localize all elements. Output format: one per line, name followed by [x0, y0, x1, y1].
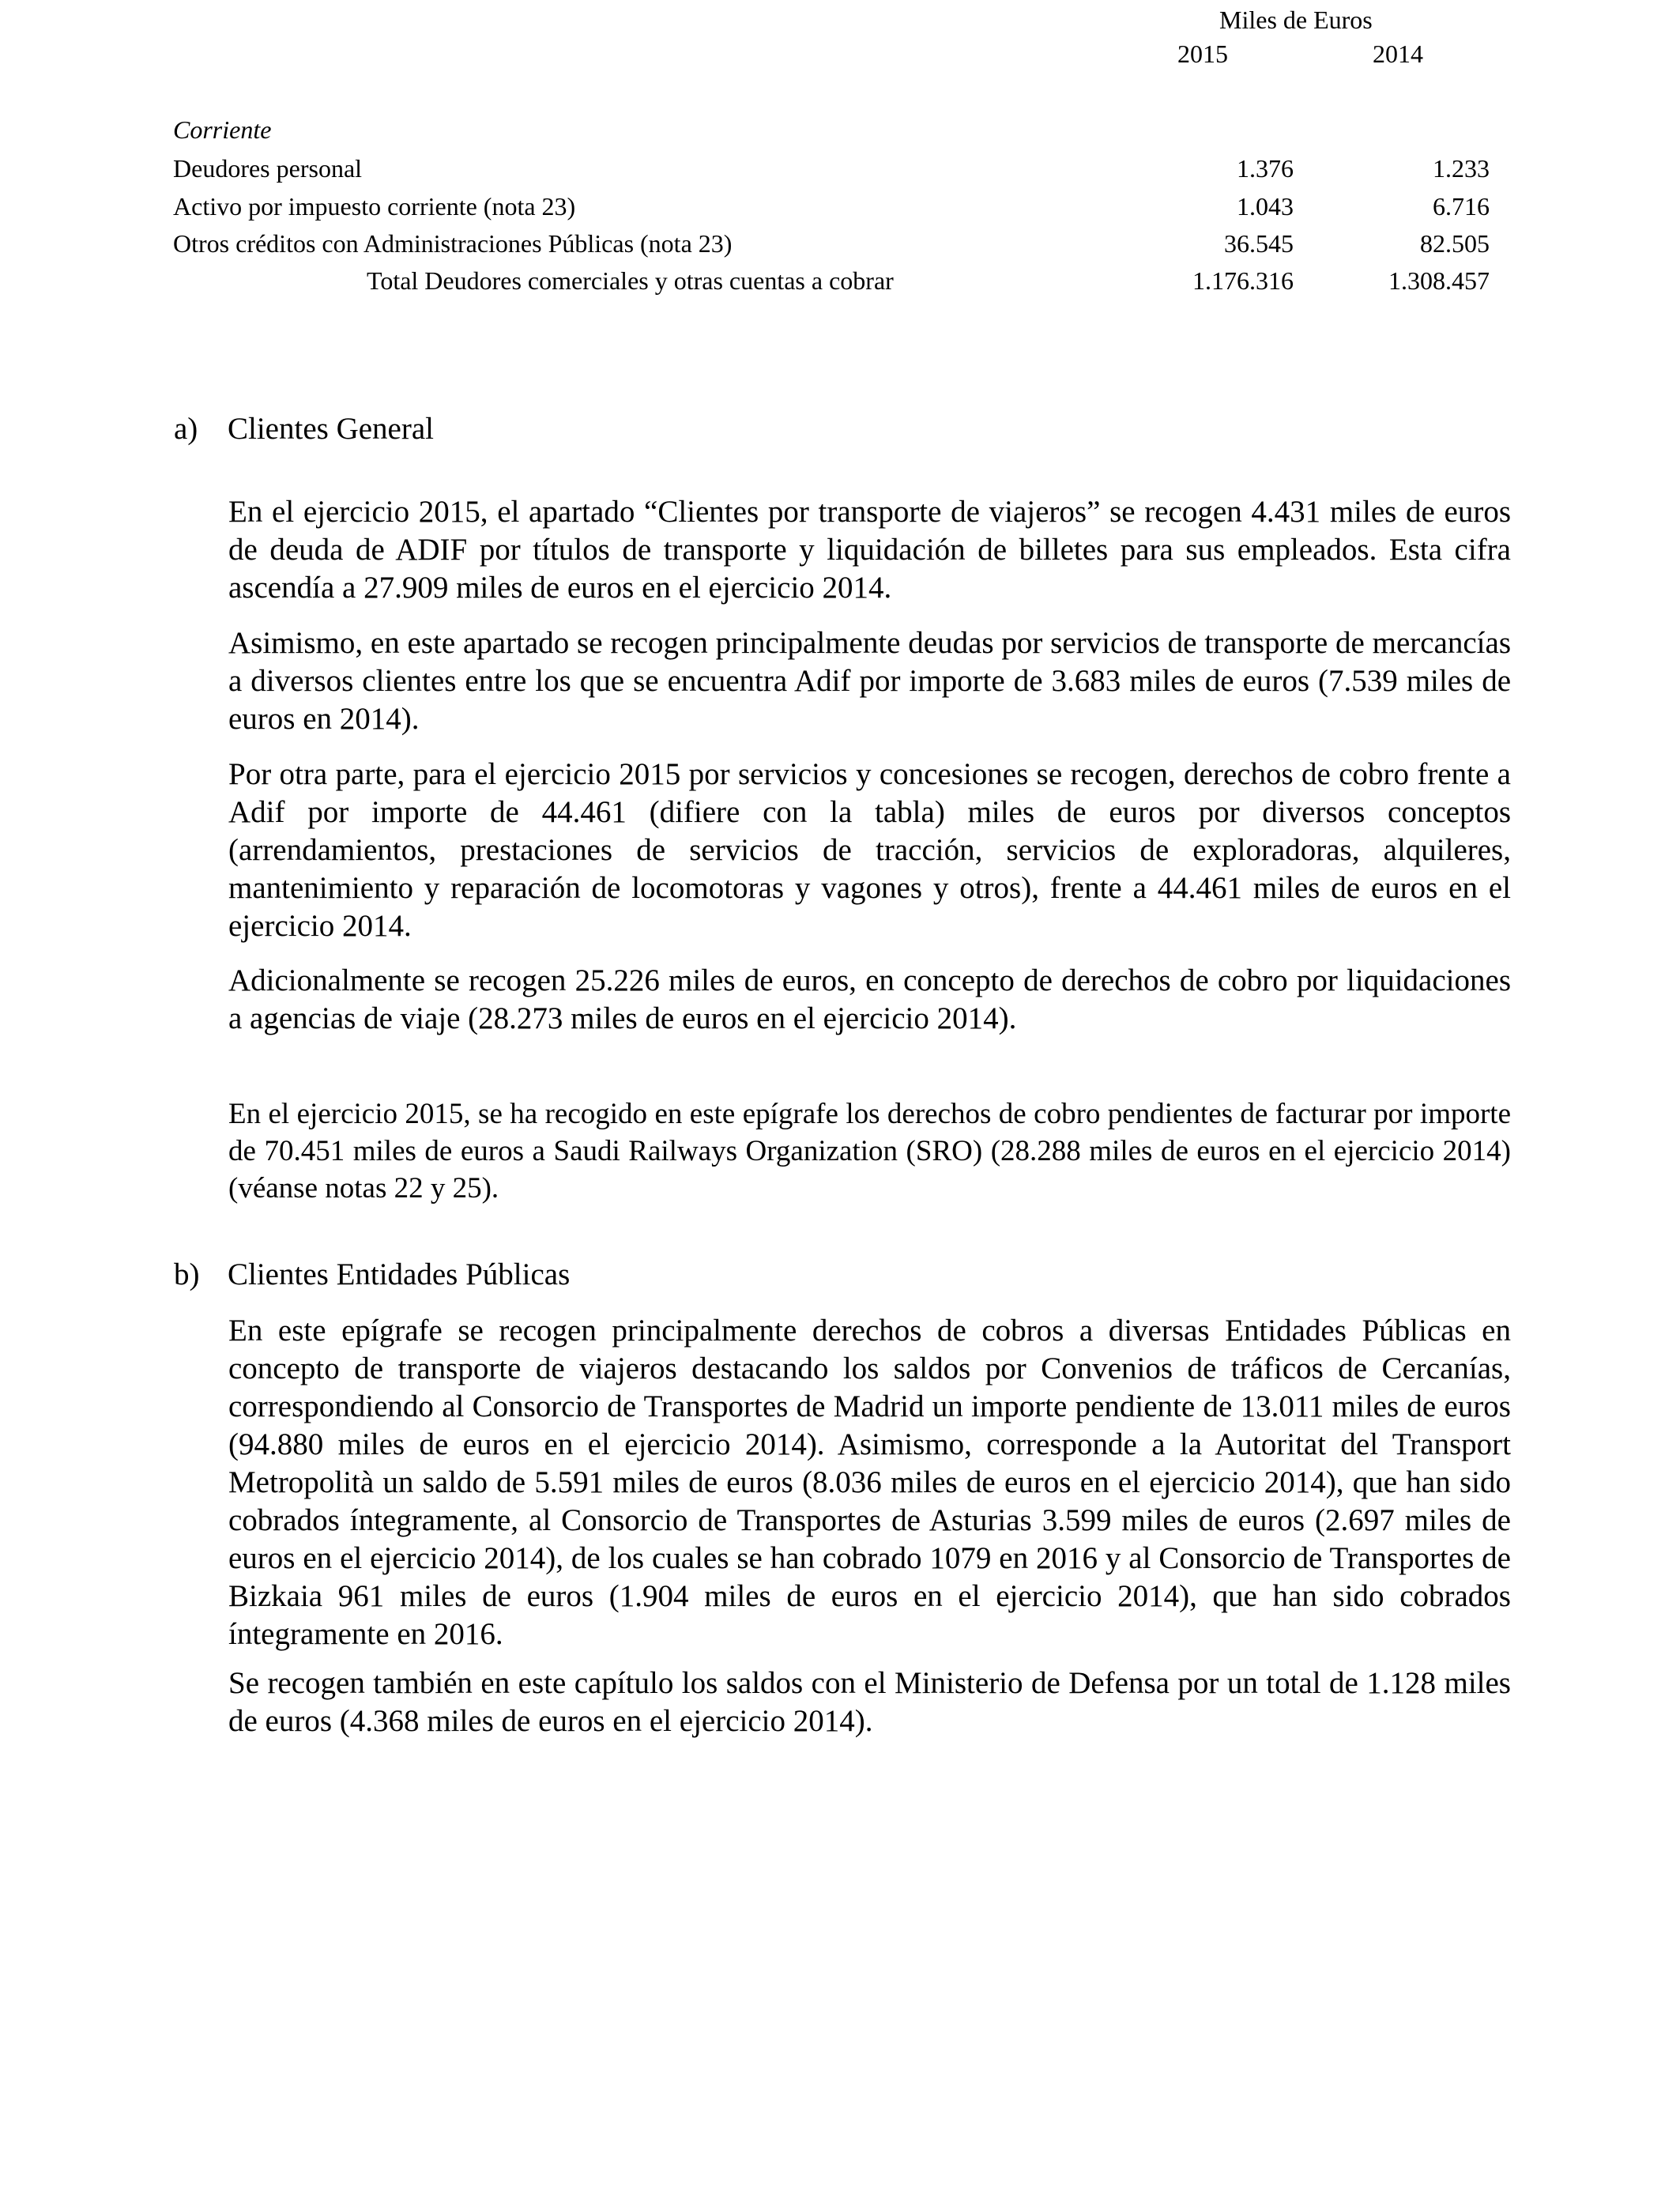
- table-row-label: Otros créditos con Administraciones Públicas (nota 23): [173, 229, 733, 258]
- table-total-value-2015: 1.176.316: [1192, 266, 1294, 295]
- section-b-paragraph-2: Se recogen también en este capítulo los saldos con el Ministerio de Defensa por un total de 1.128 miles de euros (4.368 miles de euros en el ejercicio 2014).: [228, 1666, 1511, 1738]
- table-row-label: Deudores personal: [173, 154, 363, 183]
- section-a-paragraph-1: En el ejercicio 2015, el apartado “Clientes por transporte de viajeros” se recogen 4.431 miles de euros de deuda de ADIF por títulos de transporte y liquidación de billetes para sus empleados. Esta cifra ascendía a 27.909 miles de euros en el ejercicio 2014.: [228, 495, 1511, 605]
- section-a-paragraph-5: En el ejercicio 2015, se ha recogido en este epígrafe los derechos de cobro pendientes de facturar por importe de 70.451 miles de euros a Saudi Railways Organization (SRO) (28.288 miles de euros en el ejercicio 2014) (véanse notas 22 y 25).: [228, 1098, 1511, 1204]
- table-unit-header: Miles de Euros: [1219, 6, 1373, 34]
- section-a-marker: a): [174, 412, 198, 446]
- section-b-marker: b): [174, 1257, 200, 1291]
- section-b-title: Clientes Entidades Públicas: [228, 1257, 571, 1291]
- table-row-value-2014: 1.233: [1433, 154, 1490, 183]
- table-row-value-2015: 1.043: [1237, 192, 1294, 221]
- table-row-value-2014: 82.505: [1420, 229, 1490, 258]
- table-total-label: Total Deudores comerciales y otras cuentas a cobrar: [367, 266, 894, 295]
- section-a-paragraph-3: Por otra parte, para el ejercicio 2015 por servicios y concesiones se recogen, derechos de cobro frente a Adif por importe de 44.461 (difiere con la tabla) miles de euros por diversos conceptos (arrendamientos, prestaciones de servicios de tracción, servicios de exploradoras, alquileres, mantenimiento y reparación de locomotoras y vagones y otros), frente a 44.461 miles de euros en el ejercicio 2014.: [228, 757, 1511, 943]
- table-row-value-2015: 1.376: [1237, 154, 1294, 183]
- table-row-value-2014: 6.716: [1433, 192, 1490, 221]
- table-year-2015: 2015: [1177, 40, 1228, 68]
- section-a-title: Clientes General: [228, 412, 434, 446]
- table-row-label: Activo por impuesto corriente (nota 23): [173, 192, 576, 221]
- table-section-label: Corriente: [173, 115, 272, 144]
- table-row-value-2015: 36.545: [1224, 229, 1294, 258]
- table-total-value-2014: 1.308.457: [1388, 266, 1490, 295]
- section-a-paragraph-4: Adicionalmente se recogen 25.226 miles de euros, en concepto de derechos de cobro por liquidaciones a agencias de viaje (28.273 miles de euros en el ejercicio 2014).: [228, 963, 1511, 1035]
- table-year-2014: 2014: [1373, 40, 1423, 68]
- section-b-paragraph-1: En este epígrafe se recogen principalmente derechos de cobros a diversas Entidades Públicas en concepto de transporte de viajeros destacando los saldos por Convenios de tráficos de Cercanías, correspondiendo al Consorcio de Transportes de Madrid un importe pendiente de 13.011 miles de euros (94.880 miles de euros en el ejercicio 2014). Asimismo, corresponde a la Autoritat del Transport Metropolità un saldo de 5.591 miles de euros (8.036 miles de euros en el ejercicio 2014), que han sido cobrados íntegramente, al Consorcio de Transportes de Asturias 3.599 miles de euros (2.697 miles de euros en el ejercicio 2014), de los cuales se han cobrado 1079 en 2016 y al Consorcio de Transportes de Bizkaia 961 miles de euros (1.904 miles de euros en el ejercicio 2014), que han sido cobrados íntegramente en 2016.: [228, 1314, 1511, 1651]
- section-a-paragraph-2: Asimismo, en este apartado se recogen principalmente deudas por servicios de transporte de mercancías a diversos clientes entre los que se encuentra Adif por importe de 3.683 miles de euros (7.539 miles de euros en 2014).: [228, 626, 1511, 736]
